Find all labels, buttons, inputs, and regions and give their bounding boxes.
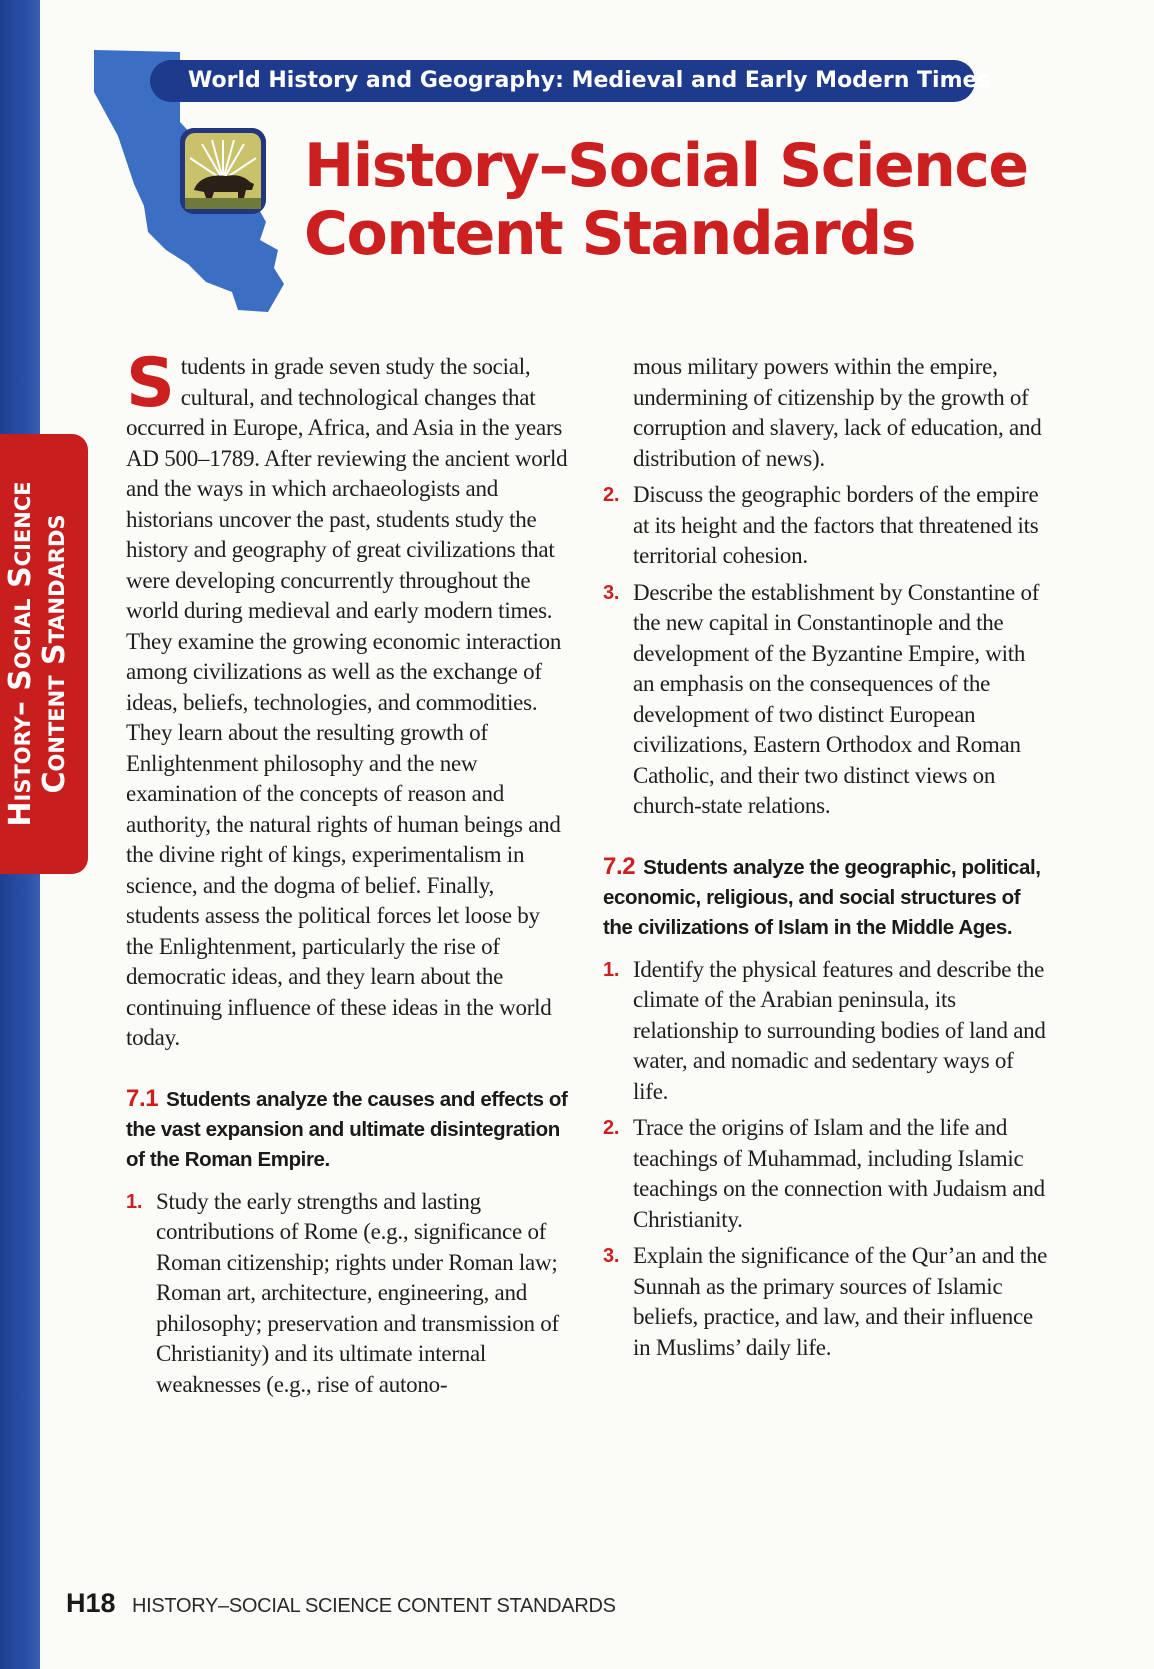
- standard-heading-text: Students analyze the geographic, political, economic, religious, and social structures of the civilizations of Islam in the Middle Ages.: [603, 855, 1041, 939]
- list-item: [603, 480, 1048, 572]
- standard-number: 7.2: [603, 852, 636, 880]
- item-number: 2.: [603, 1117, 620, 1139]
- item-number: 3.: [603, 1245, 620, 1267]
- item-text: Study the early strengths and lasting contributions of Rome (e.g., significance of Roman citizenship; rights under Roman law; Roman art, architecture, engineering, and philosophy; preservation and transmission of Christianity) and its ultimate internal weaknesses (e.g., rise of autono-: [156, 1188, 559, 1397]
- standard-7-2-list: [603, 955, 1048, 1364]
- page-title: [304, 132, 1028, 268]
- intro-paragraph: [126, 344, 571, 1054]
- california-bear-emblem-icon: [180, 128, 266, 214]
- item-number: 1.: [603, 958, 620, 981]
- item-number: 2.: [603, 484, 620, 506]
- series-banner: World History and Geography: Medieval and Early Modern Times: [150, 60, 975, 102]
- list-item: [603, 955, 1048, 1108]
- side-tab-line2: Content Standards: [37, 514, 72, 794]
- standard-7-1-list: [126, 1187, 571, 1401]
- page-number: H18: [66, 1588, 116, 1618]
- item-text: Discuss the geographic borders of the empire at its height and the factors that threatened its territorial cohesion.: [633, 482, 1039, 568]
- right-column: [603, 352, 1048, 1369]
- title-line1: History–Social Science: [304, 131, 1028, 201]
- intro-text: tudents in grade seven study the social, cultural, and technological changes that occurred in Europe, Africa, and Asia in the years AD 500–1789. After reviewing the ancient world and the ways in which archaeologists and historians uncover the past, students study the history and geography of great civilizations that were developing concurrently throughout the world during medieval and early modern times. They examine the growing economic interaction among civilizations as well as the exchange of ideas, beliefs, technologies, and commodities. They learn about the resulting growth of Enlightenment philosophy and the new examination of the concepts of reason and authority, the natural rights of human beings and the divine right of kings, experimentalism in science, and the dogma of belief. Finally, students assess the political forces let loose by the Enlightenment, particularly the rise of democratic ideas, and they learn about the continuing influence of these ideas in the world today.: [126, 354, 568, 1050]
- standard-7-1-heading: [126, 1084, 571, 1175]
- item-text: Trace the origins of Islam and the life and teachings of Muhammad, including Islamic teachings on the connection with Judaism and Christianity.: [633, 1115, 1045, 1232]
- left-column: [126, 344, 571, 1406]
- standard-heading-text: Students analyze the causes and effects of the vast expansion and ultimate disintegration of the Roman Empire.: [126, 1087, 568, 1171]
- drop-cap: S: [126, 344, 175, 423]
- standard-7-1-list-continued: [603, 480, 1048, 822]
- running-title: HISTORY–SOCIAL SCIENCE CONTENT STANDARDS: [131, 1595, 616, 1617]
- list-item: [603, 1241, 1048, 1363]
- list-item: [603, 1113, 1048, 1235]
- item-text: Identify the physical features and describe the climate of the Arabian peninsula, its relationship to surrounding bodies of land and water, and nomadic and sedentary ways of life.: [633, 956, 1046, 1104]
- item-text: Explain the significance of the Qur’an and the Sunnah as the primary sources of Islamic beliefs, practice, and law, and their influence in Muslims’ daily life.: [633, 1243, 1048, 1360]
- item-number: 1.: [126, 1190, 143, 1213]
- page-footer: [66, 1588, 616, 1619]
- list-item: [603, 578, 1048, 822]
- title-line2: Content Standards: [304, 199, 915, 269]
- item-text: Describe the establishment by Constantine of the new capital in Constantinople and the development of the Byzantine Empire, with an emphasis on the consequences of the development of two distinct European civilizations, Eastern Orthodox and Roman Catholic, and their two distinct views on church-state relations.: [633, 579, 1040, 818]
- item-continuation: mous military powers within the empire, undermining of citizenship by the growth of corruption and slavery, lack of education, and distribution of news).: [633, 354, 1042, 471]
- list-item: [126, 1187, 571, 1401]
- standard-7-2-heading: [603, 852, 1048, 943]
- item-number: 3.: [603, 581, 620, 604]
- side-tab-label: [4, 434, 84, 874]
- side-tab-line1: History– Social Science: [3, 481, 38, 827]
- standard-number: 7.1: [126, 1084, 159, 1112]
